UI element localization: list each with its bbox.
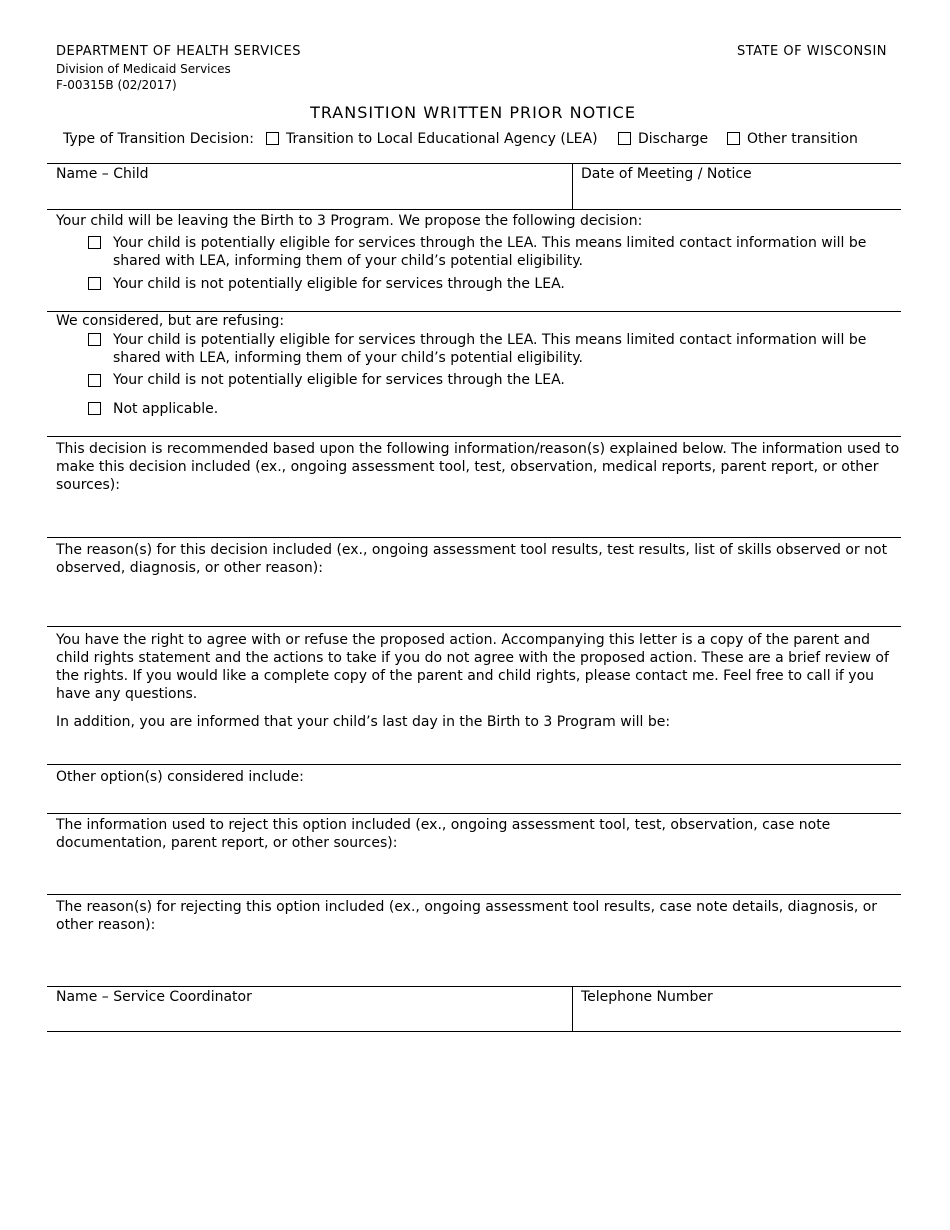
decision-reasons-field[interactable]	[56, 580, 896, 624]
refusing-not-eligible-checkbox[interactable]	[88, 374, 101, 387]
not-applicable-text: Not applicable.	[113, 401, 219, 417]
divider	[47, 764, 901, 765]
rights-text: You have the right to agree with or refuse the proposed action. Accompanying this letter is a copy of the parent and child rights statement and the actions to take if you do not agree with the proposed action. These are a brief review of the rights. If you would like a complete copy of the parent and child rights, please contact me. Feel free to call if you have any questions.	[56, 632, 889, 702]
transition-type-row	[63, 130, 254, 148]
meeting-date-field[interactable]	[581, 185, 891, 205]
information-used-field[interactable]	[56, 496, 896, 534]
child-name-label: Name – Child	[56, 166, 149, 182]
proposed-eligible-checkbox[interactable]	[88, 236, 101, 249]
coordinator-name-label: Name – Service Coordinator	[56, 989, 252, 1005]
reject-info-field[interactable]	[56, 853, 896, 891]
discharge-checkbox[interactable]	[618, 132, 631, 145]
divider	[47, 986, 901, 987]
discharge-label: Discharge	[638, 131, 709, 147]
form-number: F-00315B (02/2017)	[56, 78, 177, 92]
form-title: TRANSITION WRITTEN PRIOR NOTICE	[310, 103, 636, 122]
reject-reasons-text: The reason(s) for rejecting this option included (ex., ongoing assessment tool results, case note details, diagnosis, or other reason):	[56, 899, 878, 933]
lea-transition-checkbox[interactable]	[266, 132, 279, 145]
proposed-not-eligible-text: Your child is not potentially eligible for services through the LEA.	[113, 276, 565, 292]
information-used-text: This decision is recommended based upon the following information/reason(s) explained below. The information used to make this decision included (ex., ongoing assessment tool, test, observation, medical reports, parent report, or other sources):	[56, 441, 900, 493]
proposed-eligible-text-1: Your child is potentially eligible for services through the LEA. This means limited contact information will be	[113, 235, 867, 251]
divider	[47, 163, 901, 164]
divider	[47, 1031, 901, 1032]
decision-reasons-text: The reason(s) for this decision included (ex., ongoing assessment tool results, test results, list of skills observed or not observed, diagnosis, or other reason):	[56, 542, 888, 576]
refusing-eligible-checkbox[interactable]	[88, 333, 101, 346]
last-day-field[interactable]	[56, 734, 896, 762]
refusing-eligible-text-1: Your child is potentially eligible for services through the LEA. This means limited contact information will be	[113, 332, 867, 348]
proposed-eligible-text-2: shared with LEA, informing them of your child’s potential eligibility.	[113, 253, 583, 269]
telephone-field[interactable]	[581, 1008, 891, 1028]
state-name: STATE OF WISCONSIN	[737, 44, 887, 59]
child-name-field[interactable]	[56, 185, 561, 205]
divider	[47, 537, 901, 538]
telephone-label: Telephone Number	[581, 989, 713, 1005]
division-name: Division of Medicaid Services	[56, 62, 231, 76]
field-divider	[572, 163, 573, 209]
reject-info-text: The information used to reject this option included (ex., ongoing assessment tool, test, observation, case note documentation, parent report, or other sources):	[56, 817, 831, 851]
department-name: DEPARTMENT OF HEALTH SERVICES	[56, 44, 301, 59]
other-options-field[interactable]	[56, 787, 896, 811]
lea-transition-label: Transition to Local Educational Agency (LEA)	[286, 131, 598, 147]
divider	[47, 436, 901, 437]
divider	[47, 894, 901, 895]
field-divider	[572, 986, 573, 1031]
not-applicable-checkbox[interactable]	[88, 402, 101, 415]
coordinator-name-field[interactable]	[56, 1008, 561, 1028]
divider	[47, 626, 901, 627]
meeting-date-label: Date of Meeting / Notice	[581, 166, 752, 182]
last-day-text: In addition, you are informed that your child’s last day in the Birth to 3 Program will be:	[56, 714, 671, 730]
other-transition-checkbox[interactable]	[727, 132, 740, 145]
refusing-intro: We considered, but are refusing:	[56, 313, 285, 329]
divider	[47, 209, 901, 210]
refusing-not-eligible-text: Your child is not potentially eligible for services through the LEA.	[113, 372, 565, 388]
refusing-eligible-text-2: shared with LEA, informing them of your child’s potential eligibility.	[113, 350, 583, 366]
reject-reasons-field[interactable]	[56, 935, 896, 983]
other-transition-label: Other transition	[747, 131, 858, 147]
transition-type-label: Type of Transition Decision:	[63, 131, 255, 147]
proposed-not-eligible-checkbox[interactable]	[88, 277, 101, 290]
proposed-intro: Your child will be leaving the Birth to 3 Program. We propose the following decision:	[56, 213, 643, 229]
other-options-text: Other option(s) considered include:	[56, 769, 304, 785]
divider	[47, 813, 901, 814]
